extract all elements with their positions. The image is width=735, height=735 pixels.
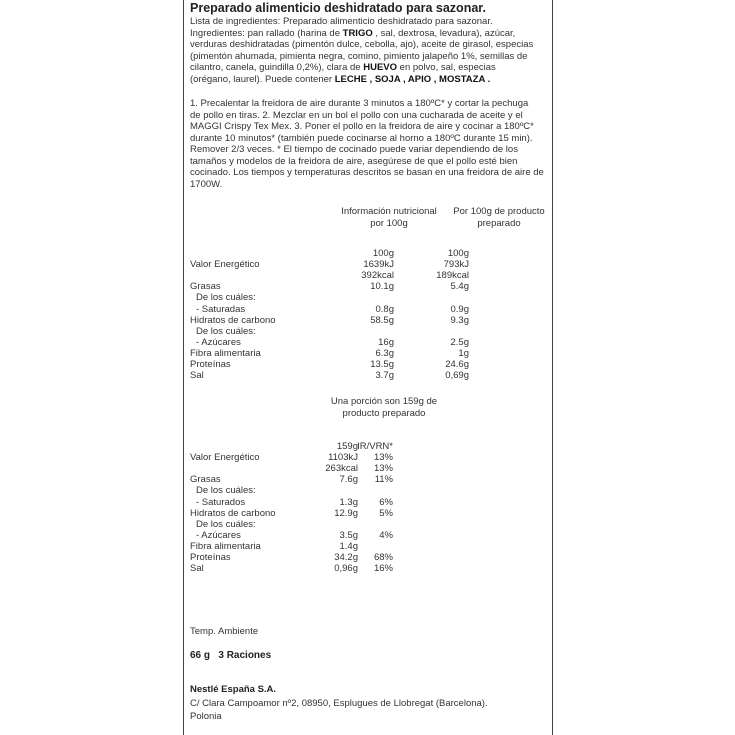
nutrition-row: [184, 348, 554, 359]
header-line: por 100g: [370, 217, 408, 229]
nutrient-label: Proteínas: [190, 359, 231, 370]
nutrition-row: [184, 326, 554, 337]
nutrition-row: [184, 370, 554, 381]
nutrient-label: De los cuáles:: [196, 485, 256, 497]
nutrient-value: 58.5g: [370, 314, 394, 326]
net-weight: [190, 650, 271, 661]
nutrient-label: Sal: [190, 370, 204, 382]
nutrition-row: [184, 485, 554, 496]
portion-header: [324, 396, 444, 419]
nutrition-row: [184, 315, 554, 326]
nutrient-label: Hidratos de carbono: [190, 507, 276, 519]
nutrient-value: 68%: [373, 552, 393, 563]
instructions-line: cocinado. Los tiempos y temperaturas descritos se basan en una freidora de aire de: [190, 167, 544, 178]
nutrient-value: 0,69g: [445, 370, 469, 382]
nutrition-row: [184, 359, 554, 370]
nutrient-value: 1103kJ: [328, 452, 358, 464]
nutrition-row: [184, 270, 554, 281]
nutrition-row: [184, 552, 554, 563]
product-title: Preparado alimenticio deshidratado para sazonar.: [190, 1, 486, 15]
nutrient-value: 100g: [372, 248, 394, 259]
nutrient-value: 13%: [373, 452, 393, 464]
nutrition-row: [184, 452, 554, 463]
nutrient-label: Sal: [190, 563, 204, 575]
nutrient-value: 1.3g: [339, 496, 358, 508]
nutrition-row: [184, 474, 554, 485]
allergen: LECHE , SOJA , APIO , MOSTAZA .: [334, 73, 491, 85]
nutrition-row: [184, 463, 554, 474]
instructions-line: Remover 2/3 veces. * El tiempo de cocinado puede variar dependiendo de los: [190, 144, 518, 155]
header-line: Por 100g de producto: [453, 206, 545, 217]
nutrition-row: [184, 530, 554, 541]
nutrient-value: 12.9g: [334, 507, 358, 519]
storage-text: Temp. Ambiente: [190, 626, 259, 637]
ingredients-line: Lista de ingredientes: Preparado alimenticio deshidratado para sazonar.: [190, 16, 493, 27]
nutrient-label: Hidratos de carbono: [190, 314, 276, 326]
nutrition-row: [184, 304, 554, 315]
nutrient-value: 5.4g: [450, 281, 469, 293]
nutrient-value: 392kcal: [361, 270, 394, 282]
nutrient-value: 6%: [379, 496, 393, 508]
nutrient-value: IR/VRN*: [357, 441, 393, 452]
allergen: HUEVO: [363, 62, 398, 73]
nutrient-label: Valor Energético: [190, 452, 260, 464]
ingredients-text: cilantro, canela, guindilla 0,2%), clara de: [190, 62, 364, 73]
company-name: Nestlé España S.A.: [190, 684, 277, 695]
instructions-line: de pollo en tiras. 2. Mezclar en un bol el pollo con una cucharada de aceite y el: [190, 109, 523, 121]
nutrient-label: Valor Energético: [190, 259, 260, 271]
nutrient-value: 793kJ: [443, 259, 469, 271]
company-address: C/ Clara Campoamor nº2, 08950, Esplugues de Llobregat (Barcelona).: [190, 698, 488, 709]
nutrient-label: Proteínas: [190, 552, 231, 563]
product-label-panel: [183, 0, 553, 735]
instructions-line: tamaños y modelos de la freidora de aire, asegúrese de que el pollo esté bien: [190, 155, 518, 167]
instructions-block: [190, 98, 544, 190]
weight-value: 66 g: [190, 650, 211, 661]
nutrient-value: 5%: [379, 507, 393, 519]
nutrient-value: 16%: [373, 563, 393, 575]
ingredients-text: Ingredientes: pan rallado (harina de: [190, 27, 343, 39]
ingredients-text: (orégano, laurel). Puede contener: [190, 73, 335, 85]
nutrient-value: 1g: [458, 347, 469, 359]
nutrition-row: [184, 337, 554, 348]
nutrient-value: 0,96g: [334, 563, 358, 575]
header-line: producto preparado: [342, 407, 426, 419]
nutrient-label: Fibra alimentaria: [190, 540, 261, 552]
nutrient-value: 9.3g: [450, 314, 469, 326]
nutrition-row: [184, 563, 554, 574]
nutrition-row: [184, 281, 554, 292]
nutrient-value: 1.4g: [339, 540, 358, 552]
header-line: Información nutricional: [341, 206, 437, 217]
country-of-origin: Polonia: [190, 711, 222, 722]
header-line: preparado: [477, 217, 521, 229]
nutrient-value: 13.5g: [370, 359, 394, 370]
nutrition-row: [184, 292, 554, 303]
nutrient-value: 4%: [379, 529, 393, 541]
nutrient-label: De los cuáles:: [196, 518, 256, 530]
nutrient-value: 3.7g: [375, 370, 394, 382]
nutrient-value: 7.6g: [339, 474, 358, 486]
allergen: TRIGO: [342, 27, 373, 39]
nutrient-label: - Azúcares: [196, 336, 241, 348]
nutrient-value: 159g: [336, 441, 358, 452]
nutrient-value: 0.9g: [450, 303, 469, 315]
nutrition-row: [184, 259, 554, 270]
nutrient-label: Grasas: [190, 474, 221, 486]
nutrient-value: 189kcal: [436, 270, 469, 282]
ingredients-line: [190, 28, 533, 40]
nutrient-value: 10.1g: [370, 281, 394, 293]
ingredients-line: (pimentón ahumada, pimienta negra, comino, pimiento jalapeño 1%, semillas de: [190, 50, 528, 62]
nutrition-header-prepared: [444, 206, 554, 229]
nutrition-row: [184, 441, 554, 452]
ingredients-text: , sal, dextrosa, levadura), azúcar,: [372, 27, 516, 39]
nutrient-label: Fibra alimentaria: [190, 347, 261, 359]
instructions-line: 1. Precalentar la freidora de aire durante 3 minutos a 180ºC* y cortar la pechuga: [190, 98, 529, 109]
nutrition-row: [184, 248, 554, 259]
nutrient-value: 34.2g: [334, 552, 358, 563]
nutrient-value: 1639kJ: [363, 259, 394, 271]
nutrition-row: [184, 541, 554, 552]
instructions-line: MAGGI Crispy Tex Mex. 3. Poner el pollo en la freidora de aire y cocinar a 180ºC*: [190, 121, 534, 132]
portions-value: 3 Raciones: [218, 650, 272, 661]
nutrition-row: [184, 497, 554, 508]
ingredients-line: verduras deshidratadas (pimentón dulce, cebolla, ajo), aceite de girasol, especias: [190, 39, 534, 50]
nutrient-value: 263kcal: [325, 463, 358, 475]
nutrient-label: Grasas: [190, 281, 221, 293]
instructions-line: durante 10 minutos* (también puede cocinarse al horno a 180ºC durante 15 min).: [190, 132, 533, 144]
nutrient-value: 2.5g: [450, 336, 469, 348]
nutrient-value: 13%: [373, 463, 393, 475]
instructions-line: 1700W.: [190, 178, 223, 190]
ingredients-line: [190, 74, 533, 86]
nutrient-value: 100g: [447, 248, 469, 259]
header-line: Una porción son 159g de: [330, 396, 438, 407]
nutrition-header-per-100g: [334, 206, 444, 229]
nutrition-row: [184, 519, 554, 530]
nutrient-label: - Azúcares: [196, 529, 241, 541]
ingredients-line: [190, 62, 533, 74]
ingredients-text: en polvo, sal, especias: [397, 62, 496, 73]
nutrient-value: 24.6g: [445, 359, 469, 370]
nutrition-row: [184, 508, 554, 519]
nutrient-label: De los cuáles:: [196, 292, 256, 304]
nutrient-value: 11%: [374, 474, 393, 486]
nutrient-value: 0.8g: [375, 303, 394, 315]
nutrient-value: 3.5g: [339, 529, 358, 541]
nutrient-value: 6.3g: [375, 347, 394, 359]
ingredients-block: [190, 16, 533, 85]
nutrient-label: De los cuáles:: [196, 325, 256, 337]
nutrient-label: - Saturadas: [196, 303, 246, 315]
nutrient-value: 16g: [378, 336, 394, 348]
nutrient-label: - Saturados: [196, 496, 246, 508]
